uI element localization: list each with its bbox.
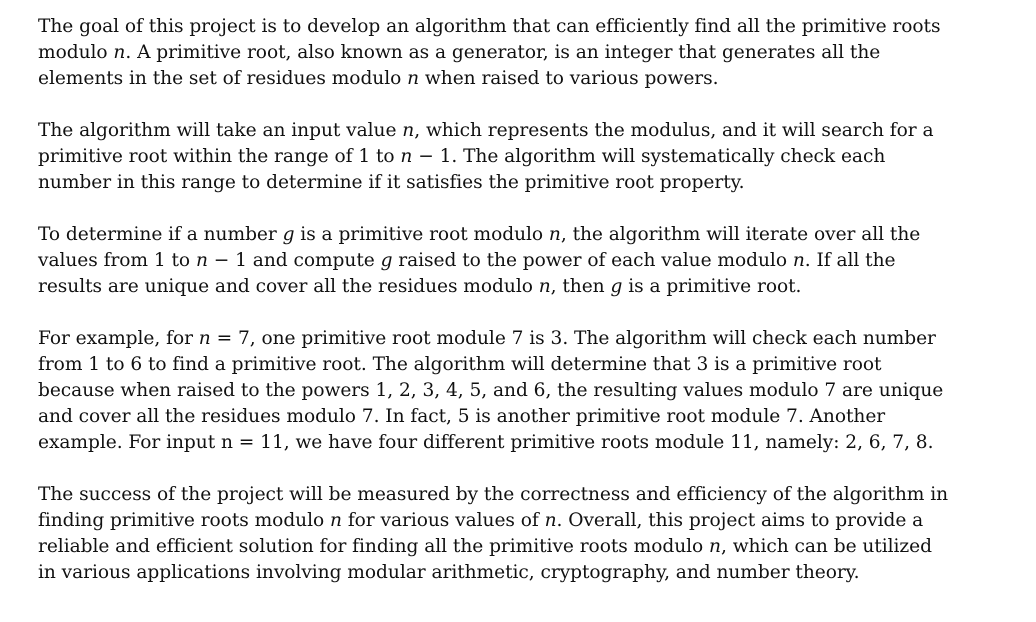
math-variable: n bbox=[330, 510, 342, 531]
math-variable: n bbox=[407, 68, 420, 89]
text-run: , the algorithm will iterate over all the values from 1 to bbox=[38, 224, 921, 271]
math-variable: n bbox=[538, 276, 551, 297]
document-body bbox=[38, 14, 998, 586]
text-run: − 1. The algorithm will systematically check each number in this range to determine if it satisfies the primitive root property. bbox=[38, 146, 886, 193]
math-variable: n bbox=[402, 120, 415, 141]
math-variable: g bbox=[610, 276, 623, 297]
math-variable: n bbox=[544, 510, 557, 531]
math-variable: n bbox=[400, 146, 413, 167]
math-variable: n bbox=[709, 536, 721, 557]
text-run: for various values of bbox=[341, 510, 545, 531]
text-run: , which represents the modulus, and it will search for a primitive root within the range of 1 to bbox=[38, 120, 934, 167]
paragraph-success-criteria bbox=[38, 482, 998, 586]
math-variable: n bbox=[198, 328, 211, 349]
paragraph-project-goal bbox=[38, 14, 998, 92]
math-variable: n bbox=[113, 42, 126, 63]
text-run: . A primitive root, also known as a generator, is an integer that generates all the elements in the set of residues modulo bbox=[38, 42, 881, 89]
math-variable: n bbox=[195, 250, 208, 271]
text-run: raised to the power of each value modulo bbox=[392, 250, 793, 271]
text-run: when raised to various powers. bbox=[419, 68, 719, 89]
paragraph-example bbox=[38, 326, 998, 456]
text-run: = 7, one primitive root module 7 is 3. The algorithm will check each number from 1 to 6 to find a primitive root. The algorithm will determine that 3 is a primitive root because when raised to the powers 1, 2, 3, 4, 5, and 6, the resulting values modulo 7 are unique and cover all the residues modulo 7. In fact, 5 is another primitive root module 7. Another example. For input n = 11, we have four different primitive roots module 11, namely: 2, 6, 7, 8. bbox=[38, 328, 944, 453]
text-run: . Overall, this project aims to provide a reliable and efficient solution for finding all the primitive roots modulo bbox=[38, 510, 924, 557]
math-variable: n bbox=[548, 224, 561, 245]
text-run: is a primitive root. bbox=[622, 276, 802, 297]
text-run: The success of the project will be measured by the correctness and efficiency of the algorithm in finding primitive roots modulo bbox=[38, 484, 949, 531]
text-run: The goal of this project is to develop an algorithm that can efficiently find all the primitive roots modulo bbox=[38, 16, 941, 63]
math-variable: g bbox=[282, 224, 295, 245]
text-run: The algorithm will take an input value bbox=[38, 120, 403, 141]
paragraph-algorithm-input bbox=[38, 118, 998, 196]
text-run: For example, for bbox=[38, 328, 199, 349]
text-run: , which can be utilized in various applications involving modular arithmetic, cryptography, and number theory. bbox=[38, 536, 932, 583]
math-variable: n bbox=[792, 250, 805, 271]
paragraph-primitive-root-test bbox=[38, 222, 998, 300]
text-run: is a primitive root modulo bbox=[294, 224, 549, 245]
text-run: , then bbox=[550, 276, 611, 297]
text-run: To determine if a number bbox=[38, 224, 283, 245]
text-run: − 1 and compute bbox=[207, 250, 381, 271]
math-variable: g bbox=[380, 250, 393, 271]
text-run: . If all the results are unique and cover all the residues modulo bbox=[38, 250, 896, 297]
